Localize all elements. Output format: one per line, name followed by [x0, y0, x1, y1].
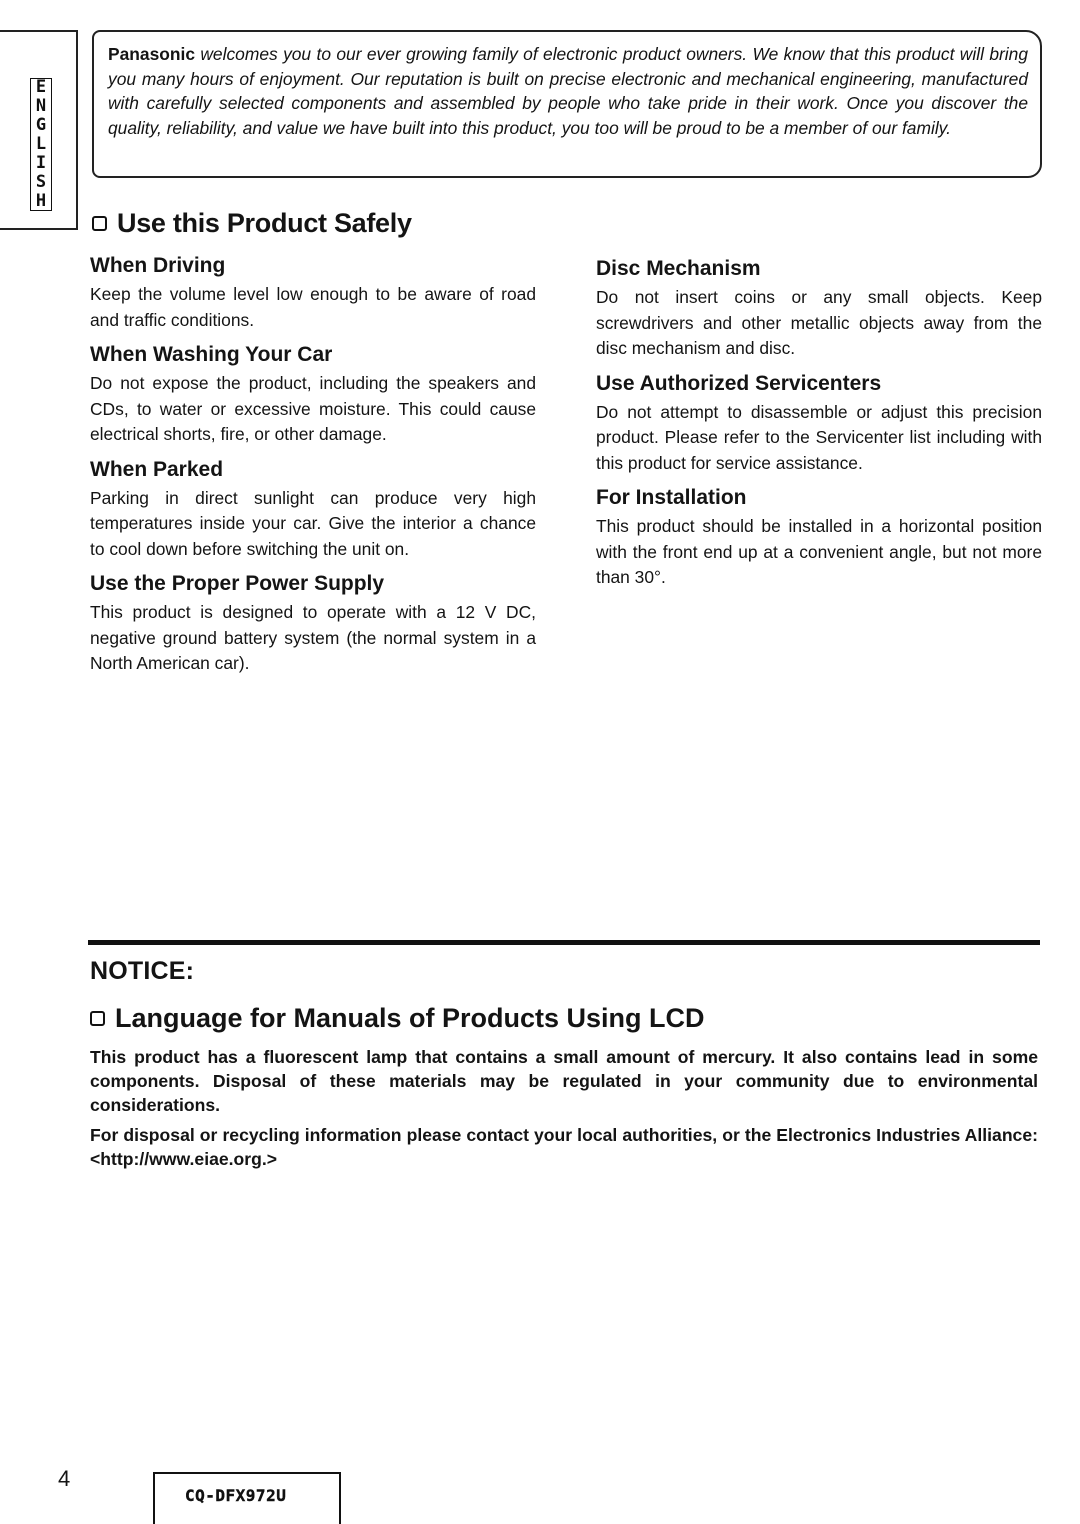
page-number: 4	[58, 1466, 71, 1491]
intro-text: welcomes you to our ever growing family of electronic product owners. We know that this product will bring you many hours of enjoyment. Our reputation is built on precise electronic and mechanical engineering, manufactured with carefully selected components and assembled by people who take pride in their work. Once you discover the quality, reliability, and value we have built into this product, you too will be proud to be a member of our family.	[108, 44, 1028, 138]
language-tab-letter: E	[35, 77, 47, 97]
notice-paragraph: For disposal or recycling information please contact your local authorities, or the Electronics Industries Alliance: <http://www.eiae.org.>	[90, 1125, 1038, 1169]
safety-item-body: This product should be installed in a horizontal position with the front end up at a convenient angle, but not more than 30°.	[596, 516, 1042, 587]
language-tab-letter: H	[35, 191, 47, 211]
safety-item-heading: When Washing Your Car	[90, 343, 333, 366]
safety-item-body: Do not insert coins or any small objects. Keep screwdrivers and other metallic objects away from the disc mechanism and disc.	[596, 287, 1042, 358]
safety-left-column	[90, 252, 536, 685]
safety-item-heading: Use Authorized Servicenters	[596, 371, 882, 395]
safety-item-body: Do not attempt to disassemble or adjust this precision product. Please refer to the Servicenter list including with this product for service assistance.	[596, 401, 1042, 473]
safety-item-body: Parking in direct sunlight can produce very high temperatures inside your car. Give the interior a chance to cool down before switching the unit on.	[90, 487, 536, 559]
intro-box	[92, 30, 1042, 178]
model-number: CQ-DFX972U	[185, 1486, 287, 1505]
safety-item	[596, 484, 1042, 591]
safety-item	[90, 570, 536, 677]
safety-item-heading: For Installation	[596, 486, 747, 509]
language-tab-letter: I	[35, 153, 47, 173]
notice-title	[90, 1003, 705, 1034]
language-tab	[0, 30, 78, 230]
language-tab-label	[30, 78, 52, 211]
section-divider	[88, 940, 1040, 945]
notice-label: NOTICE:	[90, 957, 195, 985]
brand-name: Panasonic	[108, 44, 195, 64]
safety-item	[596, 255, 1042, 362]
safety-section-title	[92, 208, 412, 239]
safety-item	[90, 456, 536, 563]
safety-item	[90, 341, 536, 448]
safety-item-body: Keep the volume level low enough to be aware of road and traffic conditions.	[90, 284, 536, 330]
safety-title-text: Use this Product Safely	[117, 208, 412, 238]
safety-item-heading: Use the Proper Power Supply	[90, 572, 385, 595]
language-tab-letter: L	[35, 134, 47, 154]
safety-item-heading: When Driving	[90, 254, 226, 277]
checkbox-bullet-icon	[92, 216, 107, 231]
notice-title-text: Language for Manuals of Products Using LCD	[115, 1003, 705, 1033]
safety-item	[90, 252, 536, 333]
safety-item-body: This product is designed to operate with a 12 V DC, negative ground battery system (the normal system in a North American car).	[90, 602, 536, 673]
safety-item-body: Do not expose the product, including the speakers and CDs, to water or excessive moisture. This could cause electrical shorts, fire, or other damage.	[90, 373, 536, 444]
language-tab-letter: N	[35, 96, 47, 116]
checkbox-bullet-icon	[90, 1011, 105, 1026]
safety-item-heading: When Parked	[90, 457, 224, 481]
safety-item	[596, 370, 1042, 477]
notice-paragraph: This product has a fluorescent lamp that contains a small amount of mercury. It also contains lead in some components. Disposal of these materials may be regulated in your community due to environmental considerations.	[90, 1047, 1038, 1115]
language-tab-letter: S	[35, 172, 47, 192]
model-box	[153, 1472, 341, 1524]
language-tab-letter: G	[35, 115, 47, 135]
safety-right-column	[596, 255, 1042, 599]
notice-body	[90, 1045, 1038, 1177]
safety-item-heading: Disc Mechanism	[596, 257, 761, 280]
